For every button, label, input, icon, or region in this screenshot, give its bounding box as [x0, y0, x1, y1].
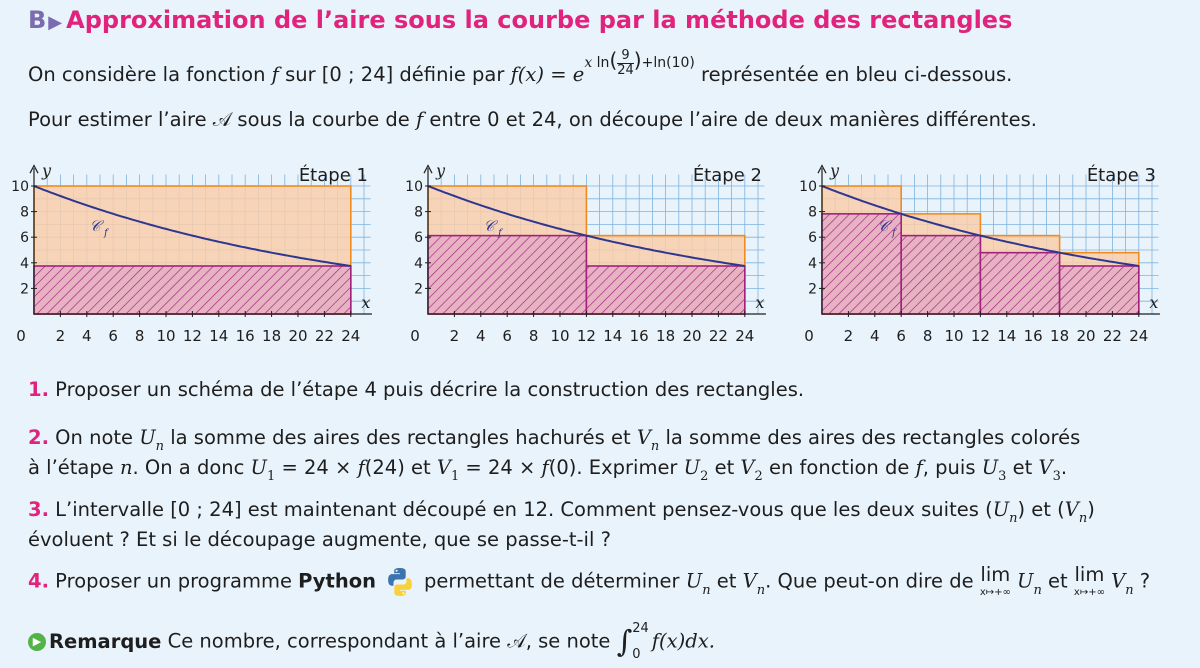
q-text: . [1060, 456, 1068, 479]
x-axis-name: x [361, 293, 371, 312]
sub-3: 3 [1052, 469, 1061, 484]
question-number: 1. [28, 378, 49, 401]
x-tick-label: 20 [682, 327, 702, 345]
fraction-den: 24 [617, 62, 634, 78]
fraction [617, 49, 634, 78]
lim-under: x↦+∞ [979, 587, 1011, 598]
x-tick-label: 18 [656, 327, 676, 345]
sub-n: n [1009, 511, 1018, 526]
hatched-rectangle [1060, 266, 1139, 314]
y-tick-label: 4 [20, 255, 29, 272]
x-axis-name: x [755, 293, 765, 312]
question-number: 3. [28, 498, 49, 521]
lim-text: lim [980, 563, 1011, 586]
q-text: et [710, 569, 743, 593]
x-tick-label: 18 [1050, 327, 1070, 345]
x-tick-label: 10 [550, 327, 570, 345]
q-text: et [708, 456, 741, 479]
exponent: x ln( 9 24 )+ln(10) [584, 47, 695, 78]
origin-label: 0 [804, 327, 814, 345]
sym-V: V [436, 456, 451, 479]
exponent-tail: +ln(10) [641, 55, 695, 71]
question-1 [28, 378, 804, 401]
sym-V: V [742, 569, 757, 593]
q-text: L’intervalle [0 ; 24] est maintenant découpé en 12. Comment pensez-vous que les deux suites ( [48, 498, 993, 521]
x-tick-label: 22 [708, 327, 728, 345]
q-text: en fonction de [762, 456, 916, 479]
q-text: et [1006, 456, 1039, 479]
integral-bounds [632, 616, 649, 668]
remark-text: Ce nombre, correspondant à l’aire [161, 629, 508, 653]
y-tick-label: 6 [808, 230, 817, 247]
area-symbol: 𝒜 [507, 629, 526, 653]
y-tick-label: 6 [414, 230, 423, 247]
python-label: Python [298, 569, 377, 593]
hatched-rectangle [822, 214, 901, 314]
lim-text: lim [1074, 563, 1105, 586]
x-tick-label: 2 [449, 327, 460, 345]
sub-3: 3 [998, 469, 1007, 484]
question-4 [28, 563, 1151, 602]
function-formula: f(x) = e [510, 63, 585, 86]
q-text: Proposer un programme [48, 569, 299, 593]
sym-U: U [992, 498, 1010, 521]
q-text: (0). Exprimer [548, 456, 684, 479]
q-text: ) [1087, 498, 1095, 521]
x-tick-label: 20 [288, 327, 308, 345]
hatched-rectangle [980, 253, 1059, 314]
sym-U: U [139, 426, 156, 449]
sym-V: V [1064, 498, 1079, 521]
sub-n: n [702, 582, 711, 598]
area-symbol: 𝒜 [212, 108, 232, 131]
x-tick-label: 16 [629, 327, 649, 345]
q-text: ? [1133, 569, 1151, 593]
sub-n: n [756, 582, 766, 598]
x-axis-name: x [1149, 293, 1159, 312]
y-tick-label: 4 [414, 255, 423, 272]
integrand: f(x)dx. [651, 629, 715, 653]
q-text: (24) et [364, 456, 437, 479]
graphs-row [11, 156, 1196, 370]
question-3-line-1 [28, 498, 1095, 526]
q-text: . On a donc [132, 456, 251, 479]
q-text: la somme des aires des rectangles colorés [659, 426, 1081, 449]
y-tick-label: 10 [405, 179, 423, 195]
sym-V: V [1111, 569, 1126, 593]
question-number: 4. [28, 569, 49, 593]
q-text: On note [48, 426, 140, 449]
python-logo-icon [384, 566, 416, 598]
remark [28, 616, 715, 668]
y-axis-name: y [436, 160, 446, 180]
intro-f: f [415, 108, 424, 131]
q-text: et [1041, 569, 1074, 593]
sym-U: U [1017, 569, 1034, 593]
x-tick-label: 8 [922, 327, 933, 345]
x-tick-label: 24 [341, 327, 361, 345]
hatched-rectangle [428, 236, 586, 314]
limit-V [1073, 563, 1105, 602]
x-tick-label: 2 [55, 327, 66, 345]
x-tick-label: 14 [603, 327, 623, 345]
y-tick-label: 4 [808, 255, 817, 272]
question-2-line-1 [28, 426, 1081, 454]
q-text: , puis [922, 456, 982, 479]
y-tick-label: 8 [20, 204, 29, 221]
intro-line-2 [28, 108, 1037, 131]
x-tick-label: 16 [235, 327, 255, 345]
x-tick-label: 12 [182, 327, 202, 345]
remark-text: , se note [525, 629, 617, 653]
y-tick-label: 10 [799, 179, 817, 195]
y-tick-label: 8 [414, 204, 423, 221]
q-text: évoluent ? Et si le découpage augmente, que se passe-t-il ? [28, 528, 611, 551]
exponent-x: x [584, 55, 593, 71]
intro-text: sous la courbe de [231, 108, 416, 131]
limit-U [979, 563, 1011, 602]
intro-text: Pour estimer l’aire [28, 108, 213, 131]
graphs-svg [11, 156, 1196, 370]
q-text: . Que peut-on dire de [765, 569, 980, 593]
x-tick-label: 18 [262, 327, 282, 345]
hatched-rectangle [586, 266, 744, 314]
intro-text: On considère la fonction [28, 63, 272, 86]
y-tick-label: 2 [414, 281, 423, 298]
question-text: Proposer un schéma de l’étape 4 puis décrire la construction des rectangles. [48, 378, 805, 401]
sub-n: n [1033, 582, 1042, 598]
y-tick-label: 10 [11, 179, 29, 195]
curve-label-sub: f [891, 227, 896, 239]
curve-label: 𝒞 [877, 216, 889, 235]
section-title [28, 6, 1012, 34]
x-tick-label: 16 [1023, 327, 1043, 345]
intro-text: entre 0 et 24, on découpe l’aire de deux manières différentes. [423, 108, 1037, 131]
y-tick-label: 2 [808, 281, 817, 298]
graph-2 [405, 161, 766, 345]
origin-label: 0 [410, 327, 420, 345]
remark-title: Remarque [49, 629, 162, 653]
x-tick-label: 4 [476, 327, 486, 345]
question-2-line-2 [28, 456, 1068, 484]
x-tick-label: 8 [134, 327, 145, 345]
y-axis-name: y [42, 160, 52, 180]
x-tick-label: 24 [1129, 327, 1149, 345]
y-tick-label: 8 [808, 204, 817, 221]
sub-2: 2 [700, 469, 709, 484]
step-label: Étape 1 [298, 164, 368, 186]
sub-1: 1 [266, 469, 276, 484]
x-tick-label: 6 [502, 327, 512, 345]
y-axis-name: y [830, 160, 840, 180]
curve-label-sub: f [103, 227, 108, 239]
sym-V: V [740, 456, 755, 479]
section-title-text: Approximation de l’aire sous la courbe par la méthode des rectangles [66, 6, 1013, 34]
hatched-rectangle [34, 266, 351, 314]
sub-2: 2 [754, 469, 763, 484]
x-tick-label: 12 [576, 327, 596, 345]
q-text: permettant de déterminer [424, 569, 686, 593]
sub-n: n [650, 439, 660, 454]
sym-f: f [357, 456, 365, 479]
sym-U: U [683, 456, 701, 479]
curve-label: 𝒞 [89, 216, 101, 235]
fraction-num: 9 [617, 49, 634, 64]
sym-f: f [915, 456, 923, 479]
sub-n: n [155, 439, 165, 454]
x-tick-label: 8 [528, 327, 539, 345]
sym-U: U [685, 569, 703, 593]
x-tick-label: 6 [108, 327, 118, 345]
x-tick-label: 10 [944, 327, 964, 345]
x-tick-label: 12 [970, 327, 990, 345]
intro-f: f [271, 63, 279, 86]
sym-n: n [119, 456, 133, 479]
lim-under: x↦+∞ [1073, 587, 1105, 598]
x-tick-label: 10 [156, 327, 176, 345]
intro-text: représentée en bleu ci-dessous. [694, 63, 1013, 86]
sub-n: n [1078, 511, 1088, 526]
sym-V: V [1038, 456, 1053, 479]
q-text: = 24 × [459, 456, 542, 479]
intro-text: sur [0 ; 24] définie par [278, 63, 511, 86]
play-circle-icon: ▶ [28, 633, 46, 651]
x-tick-label: 4 [870, 327, 880, 345]
intro-line-1 [28, 47, 1013, 92]
question-3-line-2 [28, 528, 611, 551]
x-tick-label: 6 [896, 327, 906, 345]
step-label: Étape 3 [1086, 164, 1156, 186]
sym-V: V [636, 426, 651, 449]
exponent-ln: ln [592, 55, 610, 71]
x-tick-label: 20 [1076, 327, 1096, 345]
triangle-icon: ▶ [48, 12, 63, 33]
sub-1: 1 [450, 469, 460, 484]
x-tick-label: 22 [1102, 327, 1122, 345]
integral-upper: 24 [632, 621, 649, 636]
y-tick-label: 2 [20, 281, 29, 298]
x-tick-label: 24 [735, 327, 755, 345]
sym-f: f [541, 456, 549, 479]
x-tick-label: 14 [209, 327, 229, 345]
graph-1 [11, 161, 372, 345]
y-tick-label: 6 [20, 230, 29, 247]
question-number: 2. [28, 426, 49, 449]
x-tick-label: 14 [997, 327, 1017, 345]
curve-label: 𝒞 [483, 216, 495, 235]
q-text: la somme des aires des rectangles hachurés et [164, 426, 637, 449]
x-tick-label: 22 [314, 327, 334, 345]
integral-sign: ∫ [616, 624, 633, 660]
step-label: Étape 2 [692, 164, 762, 186]
q-text: ) et ( [1017, 498, 1065, 521]
graph-3 [799, 161, 1160, 345]
section-letter: B [28, 6, 47, 34]
curve-label-sub: f [497, 227, 502, 239]
sym-U: U [250, 456, 267, 479]
integral-lower: 0 [632, 647, 641, 662]
hatched-rectangle [901, 236, 980, 314]
q-text: = 24 × [275, 456, 358, 479]
sub-n: n [1125, 582, 1134, 598]
x-tick-label: 4 [82, 327, 92, 345]
q-text: à l’étape [28, 456, 120, 479]
sym-U: U [981, 456, 999, 479]
origin-label: 0 [16, 327, 26, 345]
x-tick-label: 2 [843, 327, 854, 345]
